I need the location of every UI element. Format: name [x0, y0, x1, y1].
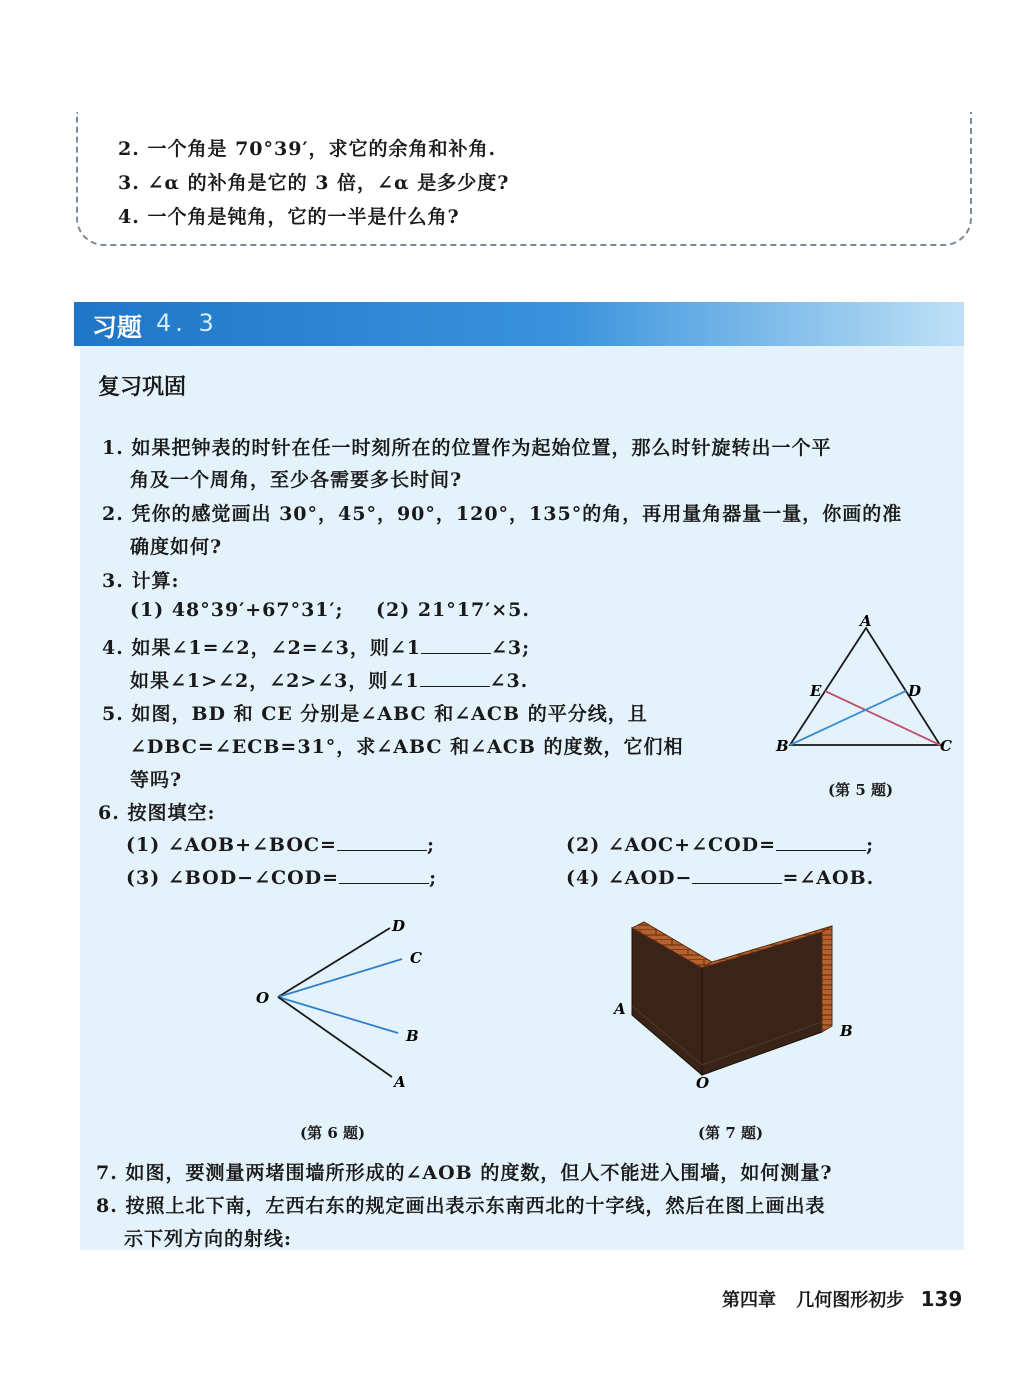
previous-exercise-4: 4. 一个角是钝角，它的一半是什么角?	[118, 206, 460, 228]
problem-1-line-1: 1. 如果把钟表的时针在任一时刻所在的位置作为起始位置，那么时针旋转出一个平	[102, 437, 832, 459]
footer-chapter: 第四章	[722, 1290, 776, 1311]
label-b: B	[406, 1027, 419, 1045]
answer-blank	[692, 865, 782, 884]
section-subtitle: 复习巩固	[98, 375, 187, 400]
section-title: 习题	[92, 313, 143, 342]
problem-2-line-1: 2. 凭你的感觉画出 30°，45°，90°，120°，135°的角，再用量角器量一量，你画的准	[102, 503, 903, 525]
label-o: O	[256, 989, 270, 1007]
previous-exercise-2: 2. 一个角是 70°39′，求它的余角和补角.	[118, 138, 497, 160]
problem-4-line-1-end: ∠3;	[491, 637, 531, 659]
problem-4-line-2	[130, 666, 528, 693]
problem-6-part-3-text: (3) ∠BOD−∠COD=	[126, 867, 340, 889]
problem-4-line-1-text: 4. 如果∠1=∠2，∠2=∠3，则∠1	[102, 637, 421, 659]
label-a: A	[614, 1000, 626, 1018]
problem-4-line-2-end: ∠3.	[489, 670, 529, 692]
section-number: 4. 3	[156, 309, 218, 337]
right-wall-face	[702, 932, 822, 1075]
problem-4-line-2-text: 如果∠1>∠2，∠2>∠3，则∠1	[130, 670, 420, 692]
label-c: C	[940, 737, 952, 755]
problem-3-part-2: (2) 21°17′×5.	[376, 599, 530, 621]
problem-6-part-1-end: ;	[426, 834, 435, 856]
section-title-bar	[74, 302, 964, 346]
problem-6-part-2-end: ;	[866, 834, 875, 856]
figure-6-caption: (第 6 题)	[300, 1124, 366, 1142]
answer-blank	[421, 635, 491, 654]
answer-blank	[420, 668, 490, 687]
problem-1-line-2: 角及一个周角，至少各需要多长时间?	[130, 469, 463, 491]
problem-7: 7. 如图，要测量两堵围墙所形成的∠AOB 的度数，但人不能进入围墙，如何测量?	[96, 1162, 833, 1184]
problem-4-line-1	[102, 633, 530, 660]
ray-oc	[278, 959, 402, 997]
problem-8-line-1: 8. 按照上北下南，左西右东的规定画出表示东南西北的十字线，然后在图上画出表	[96, 1195, 826, 1217]
figure-7-caption: (第 7 题)	[698, 1124, 764, 1142]
ray-oa	[278, 997, 392, 1077]
figure-7-brick-walls	[600, 910, 860, 1090]
page-footer	[722, 1286, 962, 1312]
problem-3-part-1: (1) 48°39′+67°31′;	[130, 599, 344, 621]
problem-6-part-1-text: (1) ∠AOB+∠BOC=	[126, 834, 337, 856]
footer-title: 几何图形初步	[796, 1290, 905, 1311]
problem-5-line-1: 5. 如图，BD 和 CE 分别是∠ABC 和∠ACB 的平分线，且	[102, 703, 648, 725]
label-d: D	[392, 917, 406, 935]
problem-5-line-2: ∠DBC=∠ECB=31°，求∠ABC 和∠ACB 的度数，它们相	[130, 736, 684, 758]
figure-6-angles	[250, 915, 440, 1095]
answer-blank	[337, 832, 427, 851]
figure-5-triangle	[770, 610, 960, 770]
problem-6-part-4	[566, 865, 874, 889]
problem-6-part-4-end: =∠AOB.	[782, 867, 875, 889]
answer-blank	[776, 832, 866, 851]
problem-3-heading: 3. 计算:	[102, 570, 180, 592]
label-e: E	[810, 682, 822, 700]
page-number: 139	[920, 1287, 963, 1311]
label-b: B	[840, 1022, 853, 1040]
right-wall-end	[822, 926, 832, 1032]
label-d: D	[908, 682, 922, 700]
label-c: C	[410, 949, 422, 967]
problem-6-part-2-text: (2) ∠AOC+∠COD=	[566, 834, 777, 856]
problem-6-part-2	[566, 832, 874, 856]
label-b: B	[776, 737, 789, 755]
problem-5-line-3: 等吗?	[130, 769, 183, 791]
problem-2-line-2: 确度如何?	[130, 536, 223, 558]
problem-6-heading: 6. 按图填空:	[98, 802, 216, 824]
ray-od	[278, 928, 390, 997]
problem-6-part-3	[126, 865, 437, 889]
problem-6-part-3-end: ;	[429, 867, 438, 889]
label-o: O	[696, 1074, 710, 1090]
problem-6-part-4-text: (4) ∠AOD−	[566, 867, 693, 889]
label-a: A	[860, 612, 872, 630]
ray-ob	[278, 997, 398, 1033]
problem-8-line-2: 示下列方向的射线:	[124, 1228, 293, 1250]
label-a: A	[394, 1073, 406, 1091]
previous-exercise-3: 3. ∠α 的补角是它的 3 倍，∠α 是多少度?	[118, 172, 510, 194]
problem-6-part-1	[126, 832, 435, 856]
answer-blank	[339, 865, 429, 884]
figure-5-caption: (第 5 题)	[828, 781, 894, 799]
